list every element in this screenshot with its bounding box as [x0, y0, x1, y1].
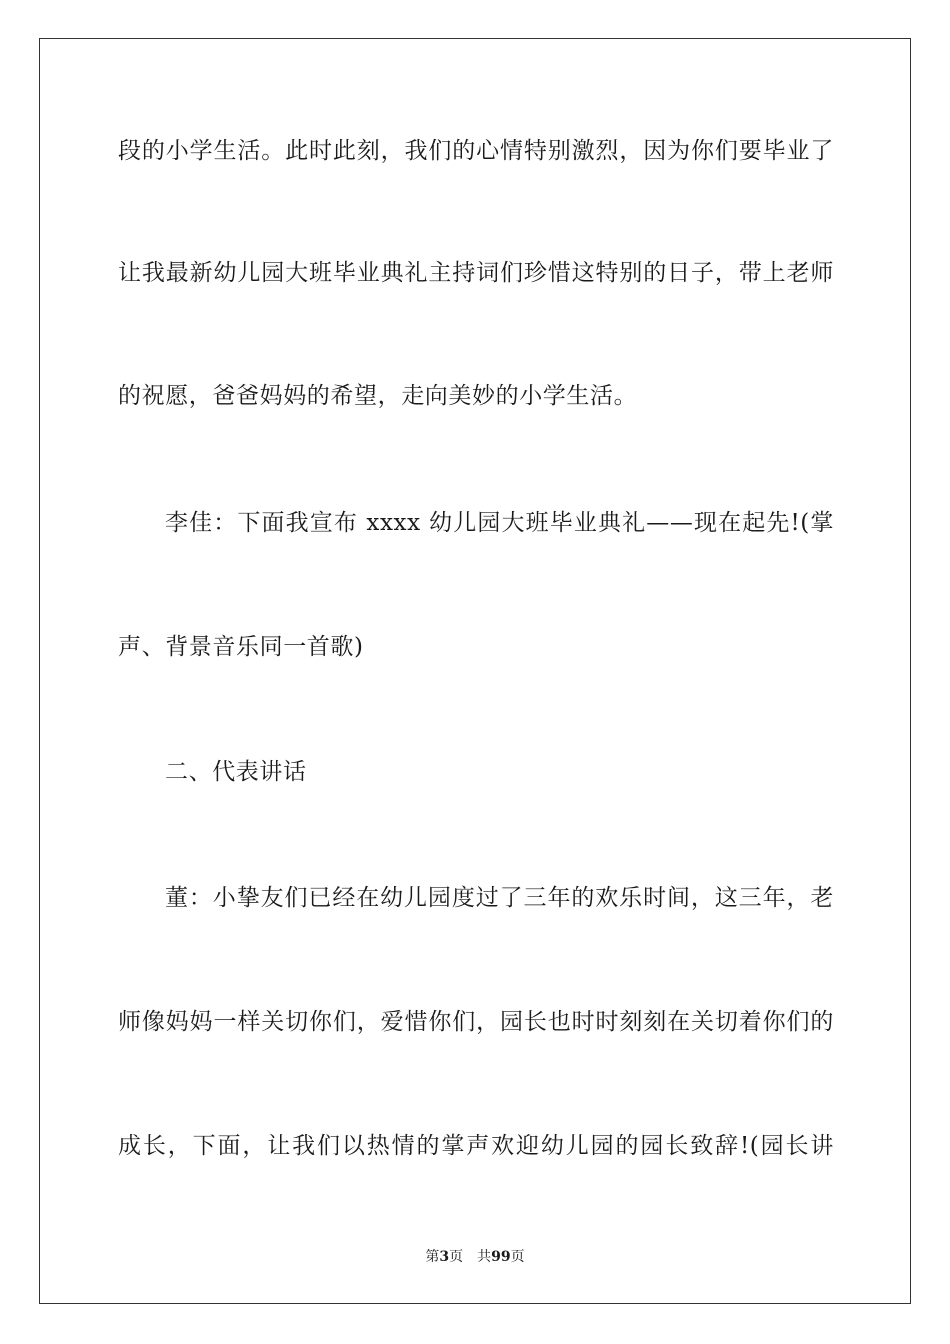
footer-total-suffix: 页	[510, 1249, 525, 1265]
footer-page-prefix: 第	[425, 1249, 440, 1265]
page-frame	[39, 38, 911, 1304]
body-line-3: 的祝愿，爸爸妈妈的希望，走向美妙的小学生活。	[118, 383, 638, 409]
body-line-6: 董：小挚友们已经在幼儿园度过了三年的欢乐时间，这三年，老	[165, 885, 834, 911]
page-footer	[0, 1248, 950, 1266]
footer-page-number: 3	[439, 1249, 450, 1265]
footer-total-prefix: 共	[477, 1249, 492, 1265]
body-line-5: 声、背景音乐同一首歌)	[118, 634, 364, 660]
section-heading: 二、代表讲话	[165, 759, 307, 785]
body-line-7: 师像妈妈一样关切你们，爱惜你们，园长也时时刻刻在关切着你们的	[118, 1009, 834, 1035]
body-line-2: 让我最新幼儿园大班毕业典礼主持词们珍惜这特别的日子，带上老师	[118, 260, 834, 286]
body-line-8: 成长，下面，让我们以热情的掌声欢迎幼儿园的园长致辞!(园长讲	[118, 1133, 834, 1159]
body-line-1: 段的小学生活。此时此刻，我们的心情特别激烈，因为你们要毕业了	[118, 138, 834, 164]
footer-page-suffix: 页	[449, 1249, 464, 1265]
footer-total-pages: 99	[491, 1249, 511, 1265]
body-line-4: 李佳：下面我宣布 xxxx 幼儿园大班毕业典礼——现在起先!(掌	[165, 510, 834, 536]
